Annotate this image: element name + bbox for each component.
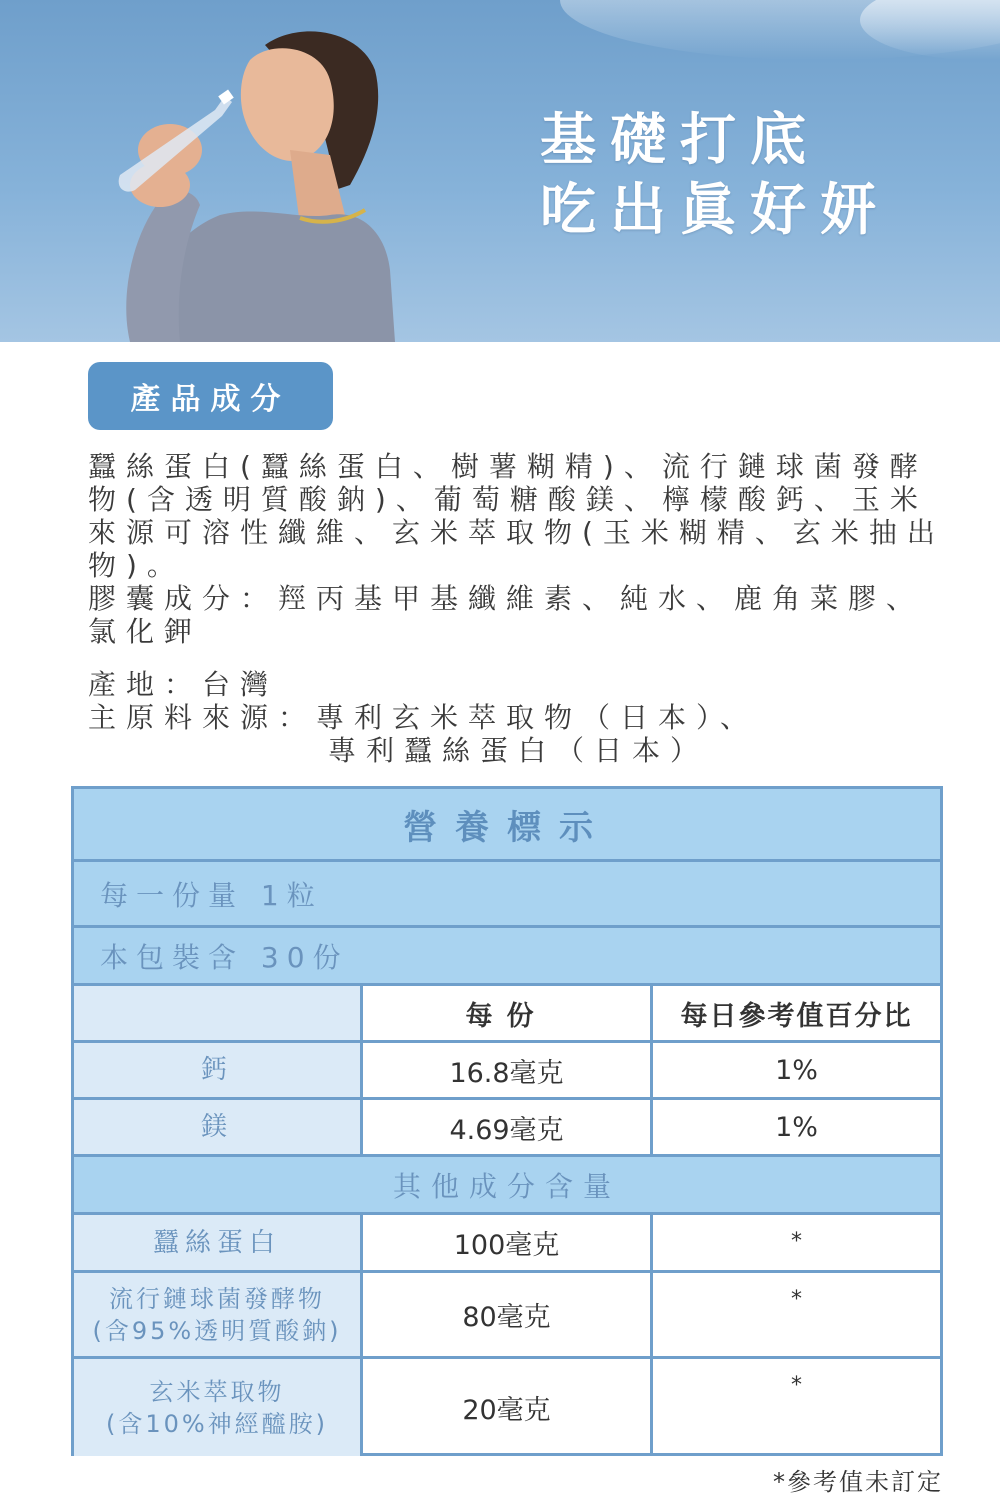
table-header-row xyxy=(74,986,940,1043)
serving-size-row: 每一份量 1粒 xyxy=(74,862,940,928)
ingredient-name xyxy=(74,1215,363,1270)
origin-value: 台灣 xyxy=(202,668,279,701)
header-per-serving: 每份 xyxy=(363,986,653,1040)
origin-row xyxy=(88,668,948,701)
nutrition-table-title: 營養標示 xyxy=(74,789,940,862)
table-row xyxy=(74,1273,940,1359)
nutrient-name: 鎂 xyxy=(74,1100,363,1154)
other-ingredients-title: 其他成分含量 xyxy=(74,1157,940,1215)
table-row xyxy=(74,1043,940,1100)
product-ingredients-badge: 產品成分 xyxy=(88,362,333,430)
reference-footnote: *參考值未訂定 xyxy=(773,1468,943,1496)
source-value-line2: 專利蠶絲蛋白（日本） xyxy=(328,734,709,767)
ingredient-name xyxy=(74,1359,363,1456)
nutrient-amount: 4.69毫克 xyxy=(363,1100,653,1154)
nutrient-name: 鈣 xyxy=(74,1043,363,1097)
ingredient-daily-value: * xyxy=(791,1229,802,1254)
hero-title-line1: 基礎打底 xyxy=(540,108,820,173)
ingredient-name-line2: (含10%神經醯胺) xyxy=(105,1409,329,1438)
ingredient-name-line1: 玄米萃取物 xyxy=(149,1377,285,1406)
ingredients-list xyxy=(88,450,948,648)
nutrient-daily-value: 1% xyxy=(775,1054,818,1086)
header-empty-cell xyxy=(74,986,363,1040)
capsule-ingredients-text: 膠囊成分：羥丙基甲基纖維素、純水、鹿角菜膠、氯化鉀 xyxy=(88,582,925,648)
ingredient-daily-value: * xyxy=(791,1373,802,1398)
source-value-line1: 專利玄米萃取物（日本）、 xyxy=(316,701,759,734)
ingredient-name-line1: 蠶絲蛋白 xyxy=(152,1227,281,1258)
ingredient-amount: 20毫克 xyxy=(363,1359,653,1456)
nutrient-amount: 16.8毫克 xyxy=(363,1043,653,1097)
nutrient-daily-value: 1% xyxy=(775,1111,818,1143)
ingredient-name-line1: 流行鏈球菌發酵物 xyxy=(109,1284,325,1313)
origin-info xyxy=(88,668,948,767)
origin-label: 產地： xyxy=(88,668,203,701)
ingredient-daily-value: * xyxy=(791,1287,802,1312)
woman-drinking-figure xyxy=(119,31,395,342)
ingredient-amount: 100毫克 xyxy=(363,1215,653,1270)
table-row xyxy=(74,1100,940,1157)
hero-banner xyxy=(0,0,1000,342)
hero-title xyxy=(540,106,890,246)
ingredient-name xyxy=(74,1273,363,1356)
source-row xyxy=(88,701,948,734)
hero-title-line2: 吃出眞好妍 xyxy=(540,178,890,243)
ingredient-amount: 80毫克 xyxy=(363,1273,653,1356)
table-row xyxy=(74,1359,940,1456)
servings-per-package-row: 本包裝含 30份 xyxy=(74,928,940,986)
source-label: 主原料來源： xyxy=(88,701,317,734)
ingredient-name-line2: (含95%透明質酸鈉) xyxy=(92,1316,342,1345)
ingredients-text: 蠶絲蛋白(蠶絲蛋白、樹薯糊精)、流行鏈球菌發酵物(含透明質酸鈉)、葡萄糖酸鎂、檸檬酸鈣、玉米來源可溶性纖維、玄米萃取物(玉米糊精、玄米抽出物)。 xyxy=(88,450,945,582)
nutrition-facts-table xyxy=(71,786,943,1456)
table-row xyxy=(74,1215,940,1273)
header-daily-value: 每日參考值百分比 xyxy=(680,1000,913,1032)
